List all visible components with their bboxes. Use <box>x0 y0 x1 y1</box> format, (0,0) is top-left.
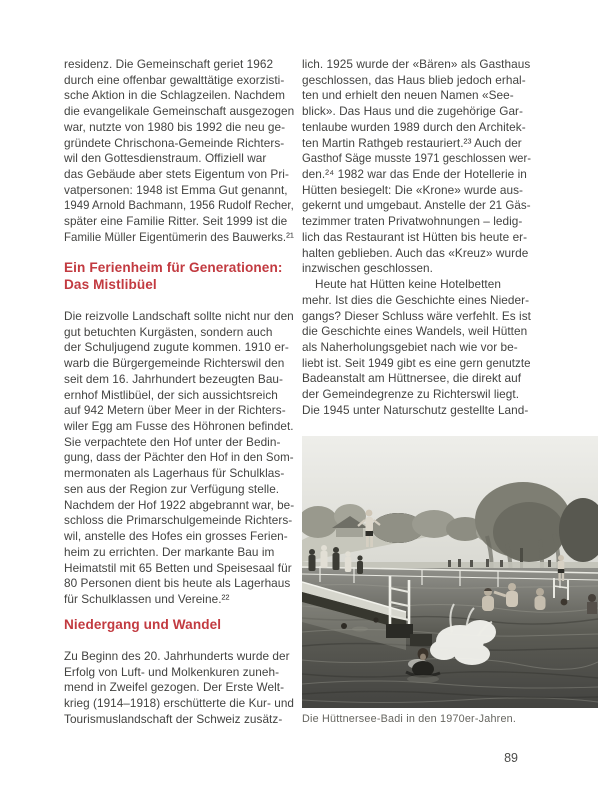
text-line: gekernt und umgebaut. Anstelle der 21 Gäs- <box>302 198 531 213</box>
text-line: mend in Zweifel gezogen. Der Erste Welt- <box>64 680 285 695</box>
text-line: warb die Bürgergemeinde Richterswil den <box>64 356 285 371</box>
text-line: die evangelikale Gemeinschaft ausgezogen <box>64 104 295 119</box>
badi-photo-image <box>302 436 598 708</box>
text-line: das Gebäude aber stets Eigentum von Pri- <box>64 167 289 182</box>
text-line: gung, dass der Pächter den Hof in den Som- <box>64 450 294 465</box>
paragraph-gasthaeuser <box>302 57 531 277</box>
text-line: mehr. Ist dies die Geschichte eines Nieder- <box>302 292 530 307</box>
paragraph-niedergang <box>64 649 294 728</box>
text-line: als Naherholungsgebiet nach wie vor be- <box>302 339 518 354</box>
section-heading-ferienheim <box>64 259 294 293</box>
text-line: den.²⁴ 1982 war das Ende der Hotellerie in <box>302 167 527 182</box>
text-line: Heute hat Hütten keine Hotelbetten <box>315 277 501 292</box>
text-line: Gasthof Säge musste 1971 geschlossen wer- <box>302 151 532 166</box>
text-line: gangs? Dieser Schluss wäre verfehlt. Es ist <box>302 308 532 323</box>
text-line: Familie Müller Eigentümerin des Bauwerks.²¹ <box>64 229 294 244</box>
photo-caption: Die Hüttnersee-Badi in den 1970er-Jahren. <box>302 713 517 725</box>
text-line: Heimatstil mit 65 Betten und Speisesaal für <box>64 560 292 575</box>
paragraph-residenz <box>64 57 294 246</box>
text-line: 80 Personen dient bis heute als Lagerhaus <box>64 576 291 591</box>
text-line: Zu Beginn des 20. Jahrhunderts wurde der <box>64 649 290 663</box>
text-line: halten geblieben. Auch das «Kreuz» wurde <box>302 245 529 260</box>
text-line: blick». Das Haus und die zugehörige Gar- <box>302 104 524 119</box>
text-line: lich das Restaurant ist Hütten bis heute er- <box>302 229 528 244</box>
text-line: Hütten besiegelt: Die «Krone» wurde aus- <box>302 182 524 197</box>
text-line: war, nutzte von 1980 bis 1992 die neu ge- <box>64 119 286 134</box>
left-column-mid <box>64 309 294 608</box>
text-line: Die 1945 unter Naturschutz gestellte Land- <box>302 402 529 417</box>
heading-line: Ein Ferienheim für Generationen: <box>64 260 283 275</box>
text-line: heim zu errichten. Der markante Bau im <box>64 544 275 559</box>
section-heading-niedergang <box>64 616 294 633</box>
text-line: Badeanstalt am Hüttnersee, die direkt auf <box>302 371 522 386</box>
text-line: der Gemeindegrenze zu Richterswil liegt. <box>302 387 520 402</box>
text-line: für Schulklassen und Vereine.²² <box>64 591 230 606</box>
text-line: seit dem 16. Jahrhundert bezeugten Bau- <box>64 371 284 386</box>
text-line: gründete Chrischona-Gemeinde Richters- <box>64 135 285 150</box>
text-line: sen aus der Region zur Verfügung stelle. <box>64 481 280 496</box>
text-line: Erfolg von Luft- und Molkenkuren zuneh- <box>64 664 280 679</box>
text-line: Sie verpachtete den Hof unter der Bedin- <box>64 434 281 449</box>
text-line: tenlaube wurden 1989 durch den Architek- <box>302 119 526 134</box>
page-number: 89 <box>504 751 518 765</box>
text-line: lich. 1925 wurde der «Bären» als Gasthaus <box>302 57 531 71</box>
text-line: vatpersonen: 1948 ist Emma Gut genannt, <box>64 182 288 197</box>
text-line: auf 942 Metern über Meer in der Richters- <box>64 403 286 418</box>
text-line: später eine Familie Ritter. Seit 1999 ist die <box>64 214 288 229</box>
text-line: inzwischen geschlossen. <box>302 261 433 276</box>
text-line: sche Aktion in die Schlagzeilen. Nachdem <box>64 88 286 103</box>
text-line: krieg (1914–1918) erschütterte die Kur- und <box>64 696 295 711</box>
text-line: der Schuljugend zugute kommen. 1910 er- <box>64 340 289 355</box>
text-line: Tourismuslandschaft der Schweiz zusätz- <box>64 711 283 726</box>
text-line: wil, anstelle des Hofes ein grosses Ferien- <box>64 529 288 544</box>
text-line: gut betuchten Kurgästen, sondern auch <box>64 324 273 339</box>
text-line: tezimmer traten Privatwohnungen – ledig- <box>302 214 523 229</box>
text-line: wil den Gottesdienstraum. Offiziell war <box>64 151 267 166</box>
paragraph-mistlibuel <box>64 309 294 608</box>
text-line: geschlossen, das Haus blieb jedoch erhal- <box>302 72 526 87</box>
heading-line: Das Mistlibüel <box>64 277 157 292</box>
text-line: Die reizvolle Landschaft sollte nicht nur den <box>64 309 294 323</box>
text-line: wiler Egg am Fusse des Höhronen befindet. <box>64 419 294 434</box>
text-line: Nachdem der Hof 1922 abgebrannt war, be- <box>64 497 295 512</box>
paragraph-wandel <box>302 277 531 418</box>
text-line: die Geschichte eines Wandels, weil Hütten <box>302 324 528 339</box>
right-column <box>302 57 531 419</box>
text-line: ten und erhielt den neuen Namen «See- <box>302 88 514 103</box>
text-line: 1949 Arnold Bachmann, 1956 Rudolf Recher, <box>64 198 294 213</box>
left-column-bottom <box>64 649 294 728</box>
text-line: ernhof Mistlibüel, der sich aussichtsreich <box>64 387 278 402</box>
heading-line: Niedergang und Wandel <box>64 617 222 632</box>
text-line: residenz. Die Gemeinschaft geriet 1962 <box>64 57 274 71</box>
text-line: mermonaten als Lagerhaus für Schulklas- <box>64 466 285 481</box>
badi-photo-illustration <box>302 436 598 708</box>
text-line: schloss die Primarschulgemeinde Richters- <box>64 513 293 528</box>
text-line: durch eine offenbar gewalttätige exorzisti- <box>64 72 285 87</box>
text-line: liebt ist. Seit 1949 gibt es eine gern genutzte <box>302 355 531 370</box>
text-line: ten Martin Rathgeb restauriert.²³ Auch der <box>302 135 522 150</box>
left-column <box>64 57 294 246</box>
